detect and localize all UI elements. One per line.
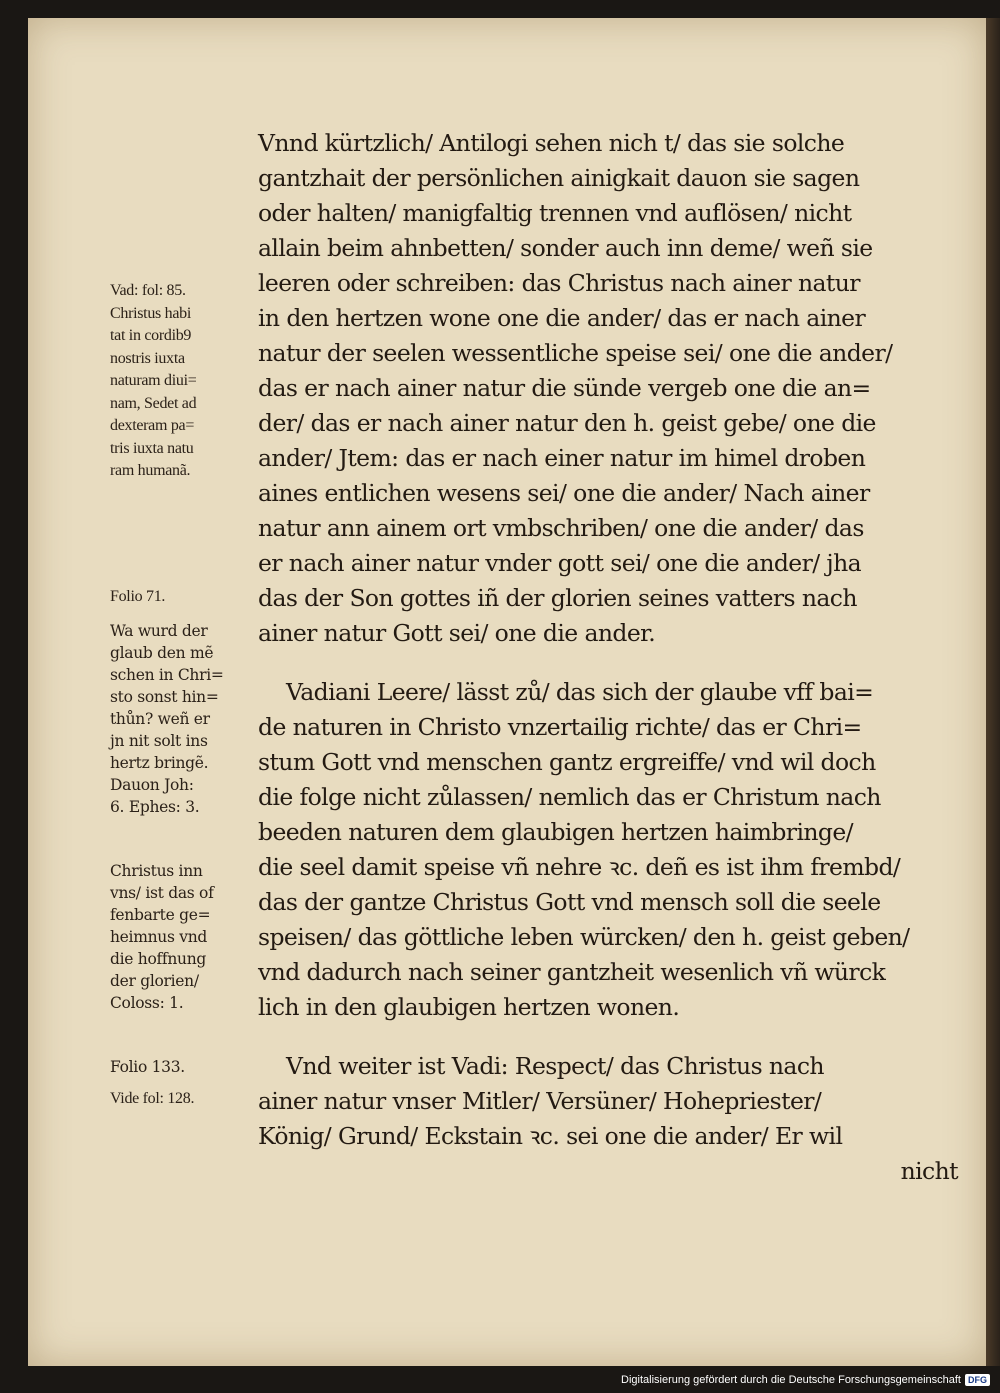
note-line: heimnus vnd [110,928,208,946]
footer-credit [621,1371,990,1389]
text-line: König/ Grund/ Eckstain ꝛc. sei one die ander/ Er wil [258,1122,843,1150]
text-line: in den hertzen wone one die ander/ das er nach ainer [258,304,866,332]
margin-note-folio-133 [110,1056,260,1078]
text-line: stum Gott vnd menschen gantz ergreiffe/ vnd wil doch [258,748,876,776]
note-line: Folio 133. [110,1058,185,1076]
paragraph-2 [258,675,958,1025]
note-line: nostris iuxta [110,349,185,367]
text-line: beeden naturen dem glaubigen hertzen haimbringe/ [258,818,853,846]
text-line: aines entlichen wesens sei/ one die ander/ Nach ainer [258,479,870,507]
margin-note-folio-71 [110,586,260,609]
note-line: sto sonst hin= [110,688,219,706]
note-line: Coloss: 1. [110,994,184,1012]
text-line: de naturen in Christo vnzertailig richte/ das er Chri= [258,713,862,741]
text-line: Vadiani Leere/ lässt zů/ das sich der glaube vff bai= [286,678,874,706]
book-page [28,18,986,1366]
note-line: der glorien/ [110,972,199,990]
note-line: jn nit solt ins [110,732,208,750]
text-line: der/ das er nach ainer natur den h. geist gebe/ one die [258,409,876,437]
note-line: thůn? weñ er [110,710,210,728]
text-line: Vnd weiter ist Vadi: Respect/ das Christus nach [286,1052,824,1080]
note-line: nam, Sedet ad [110,394,197,412]
text-line: die seel damit speise vñ nehre ꝛc. deñ es ist ihm frembd/ [258,853,901,881]
note-line: die hoffnung [110,950,207,968]
text-line: natur ann ainem ort vmbschriben/ one die ander/ das [258,514,864,542]
note-line: schen in Chri= [110,666,224,684]
note-line: fenbarte ge= [110,906,211,924]
paragraph-3 [258,1049,958,1189]
text-line: gantzhait der persönlichen ainigkait dauon sie sagen [258,164,860,192]
note-line: Christus habi [110,304,191,322]
note-line: Christus inn [110,862,203,880]
margin-note-christus-inn-vns [110,860,260,1014]
page-edge [986,18,1000,1366]
text-line: leeren oder schreiben: das Christus nach ainer natur [258,269,860,297]
text-line: er nach ainer natur vnder gott sei/ one die ander/ jha [258,549,862,577]
note-line: glaub den mẽ [110,644,214,662]
note-line: Folio 71. [110,588,166,605]
margin-note-vad-fol-85 [110,280,260,483]
note-line: Wa wurd der [110,622,208,640]
text-line: ainer natur Gott sei/ one die ander. [258,619,656,647]
funding-credit-text: Digitalisierung gefördert durch die Deutsche Forschungsgemeinschaft [621,1374,961,1386]
text-line: natur der seelen wessentliche speise sei/ one die ander/ [258,339,893,367]
text-line: das der Son gottes iñ der glorien seines vatters nach [258,584,857,612]
margin-note-vide-fol-128 [110,1088,260,1111]
text-line: allain beim ahnbetten/ sonder auch inn deme/ weñ sie [258,234,873,262]
note-line: naturam diui= [110,372,197,389]
note-line: hertz bringẽ. [110,754,209,772]
text-line: lich in den glaubigen hertzen wonen. [258,993,680,1021]
note-line: vns/ ist das of [110,884,214,902]
paragraph-1 [258,126,958,651]
text-line: vnd dadurch nach seiner gantzheit wesenlich vñ würck [258,958,886,986]
note-line: Vad: fol: 85. [110,282,186,299]
note-line: tris iuxta natu [110,439,194,457]
note-line: dexteram pa= [110,417,195,434]
text-line: Vnnd kürtzlich/ Antilogi sehen nich t/ das sie solche [258,129,845,157]
text-line: speisen/ das göttliche leben würcken/ den h. geist geben/ [258,923,910,951]
text-line: die folge nicht zůlassen/ nemlich das er Christum nach [258,783,881,811]
main-text-block [258,126,958,1213]
note-line: tat in cordib9 [110,327,192,344]
dfg-logo: DFG [965,1374,990,1386]
text-line: ander/ Jtem: das er nach einer natur im himel droben [258,444,866,472]
text-line: das er nach ainer natur die sünde vergeb one die an= [258,374,871,402]
text-line: das der gantze Christus Gott vnd mensch soll die seele [258,888,881,916]
catchword: nicht [900,1157,958,1185]
note-line: 6. Ephes: 3. [110,798,200,816]
margin-note-glaub [110,620,260,818]
note-line: ram humanã. [110,462,191,479]
text-line: ainer natur vnser Mitler/ Versüner/ Hohepriester/ [258,1087,822,1115]
note-line: Dauon Joh: [110,776,194,794]
note-line: Vide fol: 128. [110,1090,195,1107]
text-line: oder halten/ manigfaltig trennen vnd auflösen/ nicht [258,199,852,227]
